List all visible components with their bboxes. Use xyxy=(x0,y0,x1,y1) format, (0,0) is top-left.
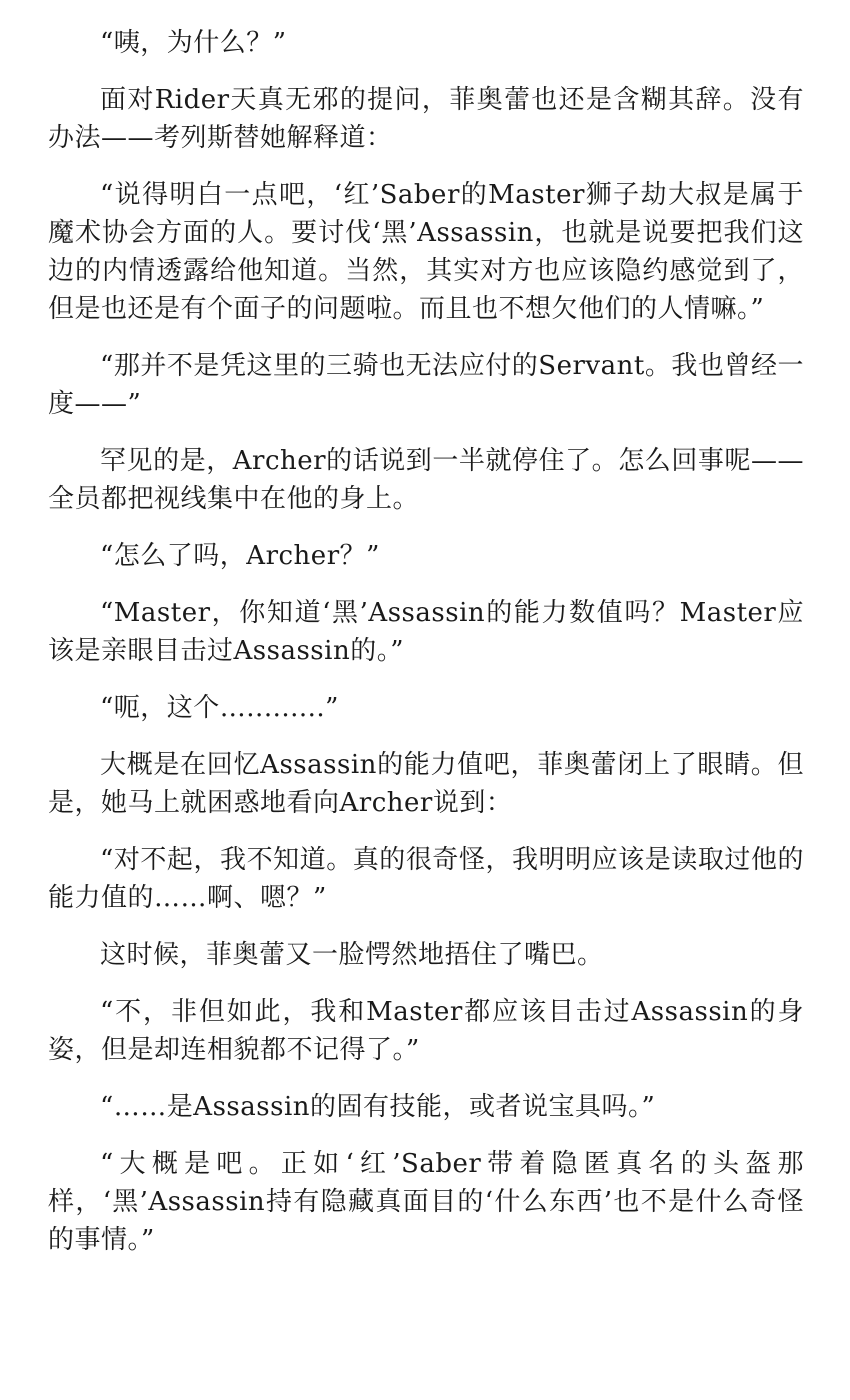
paragraph-8: “呃，这个….........” xyxy=(100,693,339,723)
paragraph-9: 大概是在回忆Assassin的能力值吧，菲奥蕾闭上了眼睛。但是，她马上就困惑地看向Archer说到： xyxy=(48,750,804,818)
paragraph-14: “大概是吧。正如‘红’Saber带着隐匿真名的头盔那样，‘黑’Assassin持有隐藏真面目的‘什么东西’也不是什么奇怪的事情。” xyxy=(48,1149,804,1255)
paragraph-6: “怎么了吗，Archer？” xyxy=(100,541,380,571)
paragraph-7: “Master，你知道‘黑’Assassin的能力数值吗？Master应该是亲眼目击过Assassin的。” xyxy=(48,598,804,666)
paragraph-10: “对不起，我不知道。真的很奇怪，我明明应该是读取过他的能力值的……啊、嗯？” xyxy=(48,845,804,913)
paragraph-2: 面对Rider天真无邪的提问，菲奥蕾也还是含糊其辞。没有办法——考列斯替她解释道： xyxy=(48,85,804,153)
paragraph-1: “咦，为什么？” xyxy=(100,28,287,58)
paragraph-3: “说得明白一点吧，‘红’Saber的Master狮子劫大叔是属于魔术协会方面的人。要讨伐‘黑’Assassin，也就是说要把我们这边的内情透露给他知道。当然，其实对方也应该隐约感觉到了，但是也还是有个面子的问题啦。而且也不想欠他们的人情嘛。” xyxy=(48,180,804,324)
paragraph-11: 这时候，菲奥蕾又一脸愕然地捂住了嘴巴。 xyxy=(100,940,604,970)
paragraph-4: “那并不是凭这里的三骑也无法应付的Servant。我也曾经一度——” xyxy=(48,351,804,419)
paragraph-13: “……是Assassin的固有技能，或者说宝具吗。” xyxy=(100,1092,656,1122)
document-page xyxy=(48,24,804,1278)
paragraph-12: “不，非但如此，我和Master都应该目击过Assassin的身姿，但是却连相貌都不记得了。” xyxy=(48,997,804,1065)
paragraph-5: 罕见的是，Archer的话说到一半就停住了。怎么回事呢——全员都把视线集中在他的身上。 xyxy=(48,446,804,514)
